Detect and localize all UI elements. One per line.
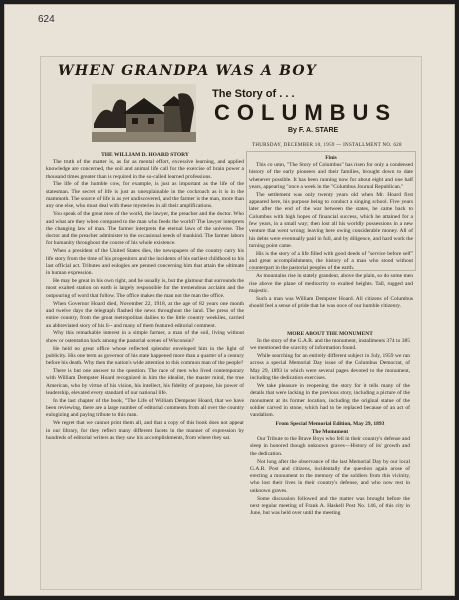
- monument-subheading: From Special Memorial Edition, May 29, 1893: [275, 421, 385, 428]
- paragraph: The life of the humble cow, for example, is just as important as the life of the statesman. The secret of life is just as unexplainable in the cockroach as it is in the mammoth. The source of life is as yet undiscovered, and the farmer is the man, more than any one else, who must deal with these mysteries in all their amplifications.: [46, 181, 244, 210]
- story-name: COLUMBUS: [214, 100, 398, 125]
- finis-heading: Finis: [325, 155, 337, 161]
- paragraph: Our Tribute to the Brave Boys who fell in their country's defense and sleep in honored though unknown graves—History of its' growth and the dedication.: [250, 436, 410, 457]
- left-column: [46, 151, 244, 587]
- paragraph: When a president of the United States dies, the newspapers of the country carry his life story from the time of his progenitors and the incidents of his earliest childhood to his last official act. Tributes and eulogies are penned concerning him that attain the ultimate in human expression.: [46, 248, 244, 277]
- paragraph: He held no great office whose reflected splendor enveloped him in the light of publicity. His one term as governor of his state happened more than a quarter of a century before his death. Why then the nation's wide attention to this common man of the people?: [46, 345, 244, 367]
- page-number: 624: [38, 14, 55, 25]
- paragraph: The truth of the matter is, as far as mental effort, excessive learning, and applied knowledge are concerned, the soil and animal life call for the exercise of brain power a thousand times greater than is required in the so-called learned professions.: [46, 159, 244, 180]
- paragraph: The settlement was only twenty years old when Mr. Hoard first appeared here, his purpose being to conduct a singing school. Five years later after the end of the war between the states, he came back to Columbus with high hopes of financial success, which he attained for a few years, in a small way; then lost all his worldly possessions in a new venture that went wrong; leaving here owing considerable money. All of his debts were eventually paid in full, and by diligence, and hard work the turning point came.: [249, 191, 413, 249]
- paragraph: Not long after the observance of the last Memorial Day by our local G.A.R. Post and citizens, incidentally the question again arose of erecting a monument to the memory of the soldiers from this vicinity, who lost their lives in their country's defense, and who now rest in unknown graves.: [250, 458, 410, 494]
- house-illustration: [92, 84, 196, 142]
- monument-heading: MORE ABOUT THE MONUMENT: [287, 331, 373, 337]
- masthead-title: WHEN GRANDPA WAS A BOY: [58, 63, 318, 79]
- paragraph: In the story of the G.A.R. and the monument, installments 374 to 385 we mentioned the scarcity of information found.: [250, 338, 410, 352]
- monument-subheading-2: The Monument: [311, 429, 349, 436]
- paragraph: We take pleasure in reopening the story for it tells many of the details that were lacking in the previous story, including a picture of the monument at its former location, including the original statue of the soldier carved in stone, which had to be replaced because of an act of vandalism.: [250, 382, 410, 419]
- left-column-heading: THE WILLIAM D. HOARD STORY: [101, 152, 189, 158]
- paragraph: This co umn, "The Story of Columbus" has risen for only a condensed history of the early pioneers and their families, brought down to date whenever possible. It has been running now for about eight and one half years, appearing "once a week in the "Columbus Journal Republican.": [249, 162, 413, 190]
- right-column-finis: [246, 151, 416, 310]
- dateline: THURSDAY, DECEMBER 10, 1959 — INSTALLMENT NO. 628: [252, 143, 402, 148]
- paragraph: While searching for an entirely different subject in July, 1959 we ran across a special Memorial Day issue of the Columbus Democrat, of May 29, 1893 in which were several pages devoted to the monument, including the dedication exercises.: [250, 353, 410, 382]
- paragraph: Such a man was William Dempster Hoard. All citizens of Columbus should feel a sense of pride that he was once of our humble citizenry.: [249, 295, 413, 310]
- paragraph: Some discussion followed and the matter was brought before the next regular meeting of Frank A. Haskell Post No. 146, of this city in June, but was held over until the meeting: [250, 495, 410, 517]
- right-column-monument: [250, 330, 410, 517]
- story-of-label: The Story of . . .: [212, 88, 295, 100]
- paragraph: As mountains rise in stately grandeur, above the plain, so do some men rise above the plane of mediocrity to exalted heights. Tall, rugged and majestic.: [249, 273, 413, 294]
- paragraph: There is but one answer to the question. The race of men who lived contemporary with William Dempster Hoard recognized in him the idealist, the master mind, the true American, who by virtue of his vision, his intellect, his fidelity of purpose, his power of leadership, elevated every standard of our national life.: [46, 368, 244, 396]
- paragraph: You speak of the great men of the world, the lawyer, the preacher and the doctor. Who and what are they when compared to the man who feeds the world? The lawyer interprets the changing law of man. The farmer interprets the eternal laws of the universe. The doctor and the preacher administer to the occasional needs of mankind. The farmer labors for humanity throughout the course of his whole existence.: [46, 211, 244, 247]
- byline: By F. A. STARE: [288, 127, 339, 134]
- paragraph: He may be great in his own right, and he usually is, but the glamour that surrounds the most exalted station on earth is largely responsible for the tremendous acclaim and the outpouring of word that follow. The office makes the man not the man the office.: [46, 278, 244, 299]
- paragraph: We regret that we cannot print them all, and that a copy of this book does not appear in our library, for they reflect many different facets in the manner of expression by hundreds of editorial writers as they saw his accomplishments, from where they sat.: [46, 420, 244, 441]
- paragraph: In the last chapter of the book, "The Life of William Dempster Hoard, that we have been reviewing, there are a large number of editorial comments from all over the country eulogizing and paying tribute to this man.: [46, 397, 244, 419]
- paragraph: His is the story of a life filled with good deeds of "service before self" and great accomplishments, the history of a man who stood without counterpart in the pastorial peoples of the earth.: [249, 250, 413, 272]
- paragraph: Why this remarkable interest in a simple farmer, a man of the soil, living without show or ostentation back among the pastorial scenes of Wisconsin?: [46, 330, 244, 344]
- paragraph: When Governor Hoard died, November 22, 1918, at the age of 82 years one month and twelve days the telegraph flashed the news throughout the land. The press of the entire country, from the great metropolitan dailies to the little country weeklies, carried an abbreviated story of his li-- and many of them featured editorial comment.: [46, 300, 244, 329]
